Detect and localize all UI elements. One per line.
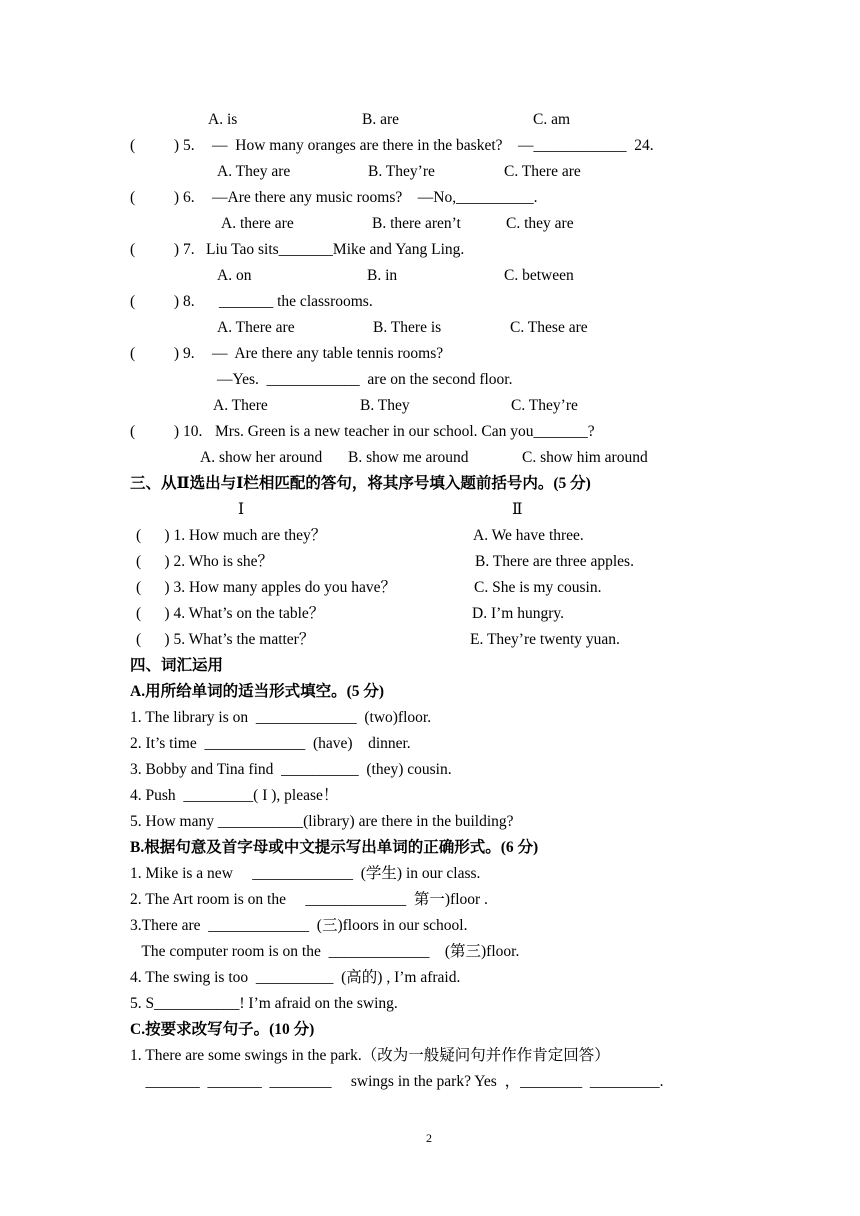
q9-answer-line: —Yes. ____________ are on the second floor. [217, 371, 513, 388]
part-a-item-1: 1. The library is on _____________ (two)floor. [130, 709, 432, 726]
q6-question: —Are there any music rooms? —No,__________. [212, 189, 538, 206]
q4-option-b: B. are [362, 111, 400, 128]
match-question-2: ( ) 2. Who is she？ [136, 553, 274, 570]
match-question-4: ( ) 4. What’s on the table？ [136, 605, 325, 622]
part-b-title: B.根据句意及首字母或中文提示写出单词的正确形式。(6 分) [130, 839, 539, 856]
match-answer-c: C. She is my cousin. [474, 579, 602, 596]
q8-question: _______ the classrooms. [219, 293, 373, 310]
q7-option-b: B. in [367, 267, 398, 284]
q10-option-a: A. show her around [200, 449, 323, 466]
q10-option-b: B. show me around [348, 449, 469, 466]
section4-title: 四、词汇运用 [130, 657, 224, 674]
q8-option-a: A. There are [217, 319, 295, 336]
q9-option-c: C. They’re [511, 397, 578, 414]
match-question-5: ( ) 5. What’s the matter？ [136, 631, 315, 648]
part-b-item-3b: The computer room is on the _____________ (第三)floor. [130, 943, 520, 960]
q7-paren: ( ) 7. [130, 241, 195, 258]
part-a-item-5: 5. How many ___________(library) are there in the building? [130, 813, 514, 830]
q6-option-b: B. there aren’t [372, 215, 461, 232]
q4-option-a: A. is [208, 111, 238, 128]
q8-option-c: C. These are [510, 319, 588, 336]
part-c-title: C.按要求改写句子。(10 分) [130, 1021, 315, 1038]
q10-question: Mrs. Green is a new teacher in our school. Can you_______? [215, 423, 595, 440]
q7-question: Liu Tao sits_______Mike and Yang Ling. [206, 241, 465, 258]
match-question-1: ( ) 1. How much are they？ [136, 527, 327, 544]
q9-paren: ( ) 9. [130, 345, 195, 362]
part-a-item-2: 2. It’s time _____________ (have) dinner. [130, 735, 411, 752]
column2-header: Ⅱ [512, 501, 523, 518]
match-question-3: ( ) 3. How many apples do you have？ [136, 579, 397, 596]
page-number: 2 [426, 1131, 432, 1145]
part-c-item-1: 1. There are some swings in the park.（改为一般疑问句并作作肯定回答） [130, 1047, 610, 1064]
q5-option-a: A. They are [217, 163, 291, 180]
part-b-item-4: 4. The swing is too __________ (高的) , I’m afraid. [130, 969, 461, 986]
part-a-title: A.用所给单词的适当形式填空。(5 分) [130, 683, 385, 700]
q4-option-c: C. am [533, 111, 571, 128]
q9-option-a: A. There [213, 397, 268, 414]
q10-paren: ( ) 10. [130, 423, 203, 440]
q5-question: — How many oranges are there in the basket? —____________ 24. [212, 137, 654, 154]
q9-option-b: B. They [360, 397, 410, 414]
q6-paren: ( ) 6. [130, 189, 195, 206]
q8-paren: ( ) 8. [130, 293, 195, 310]
part-a-item-3: 3. Bobby and Tina find __________ (they) cousin. [130, 761, 452, 778]
q9-question: — Are there any table tennis rooms? [212, 345, 444, 362]
part-b-item-1: 1. Mike is a new _____________ (学生) in our class. [130, 865, 481, 882]
match-answer-a: A. We have three. [473, 527, 584, 544]
match-answer-b: B. There are three apples. [475, 553, 634, 570]
q5-paren: ( ) 5. [130, 137, 195, 154]
part-b-item-3: 3.There are _____________ (三)floors in our school. [130, 917, 468, 934]
q10-option-c: C. show him around [522, 449, 648, 466]
part-c-item-1-answer: _______ _______ ________ swings in the park? Yes ，________ _________. [130, 1073, 664, 1090]
part-b-item-5: 5. S___________! I’m afraid on the swing. [130, 995, 398, 1012]
q5-option-c: C. There are [504, 163, 581, 180]
match-answer-e: E. They’re twenty yuan. [470, 631, 620, 648]
part-b-item-2: 2. The Art room is on the _____________ 第一)floor . [130, 891, 488, 908]
section3-title: 三、从Ⅱ选出与Ⅰ栏相匹配的答句，将其序号填入题前括号内。(5 分) [130, 475, 591, 492]
q7-option-a: A. on [217, 267, 252, 284]
q5-option-b: B. They’re [368, 163, 435, 180]
part-a-item-4: 4. Push _________( I ), please！ [130, 787, 339, 804]
column1-header: Ⅰ [238, 501, 245, 518]
q6-option-a: A. there are [221, 215, 294, 232]
q6-option-c: C. they are [506, 215, 574, 232]
match-answer-d: D. I’m hungry. [472, 605, 564, 622]
q8-option-b: B. There is [373, 319, 442, 336]
q7-option-c: C. between [504, 267, 574, 284]
